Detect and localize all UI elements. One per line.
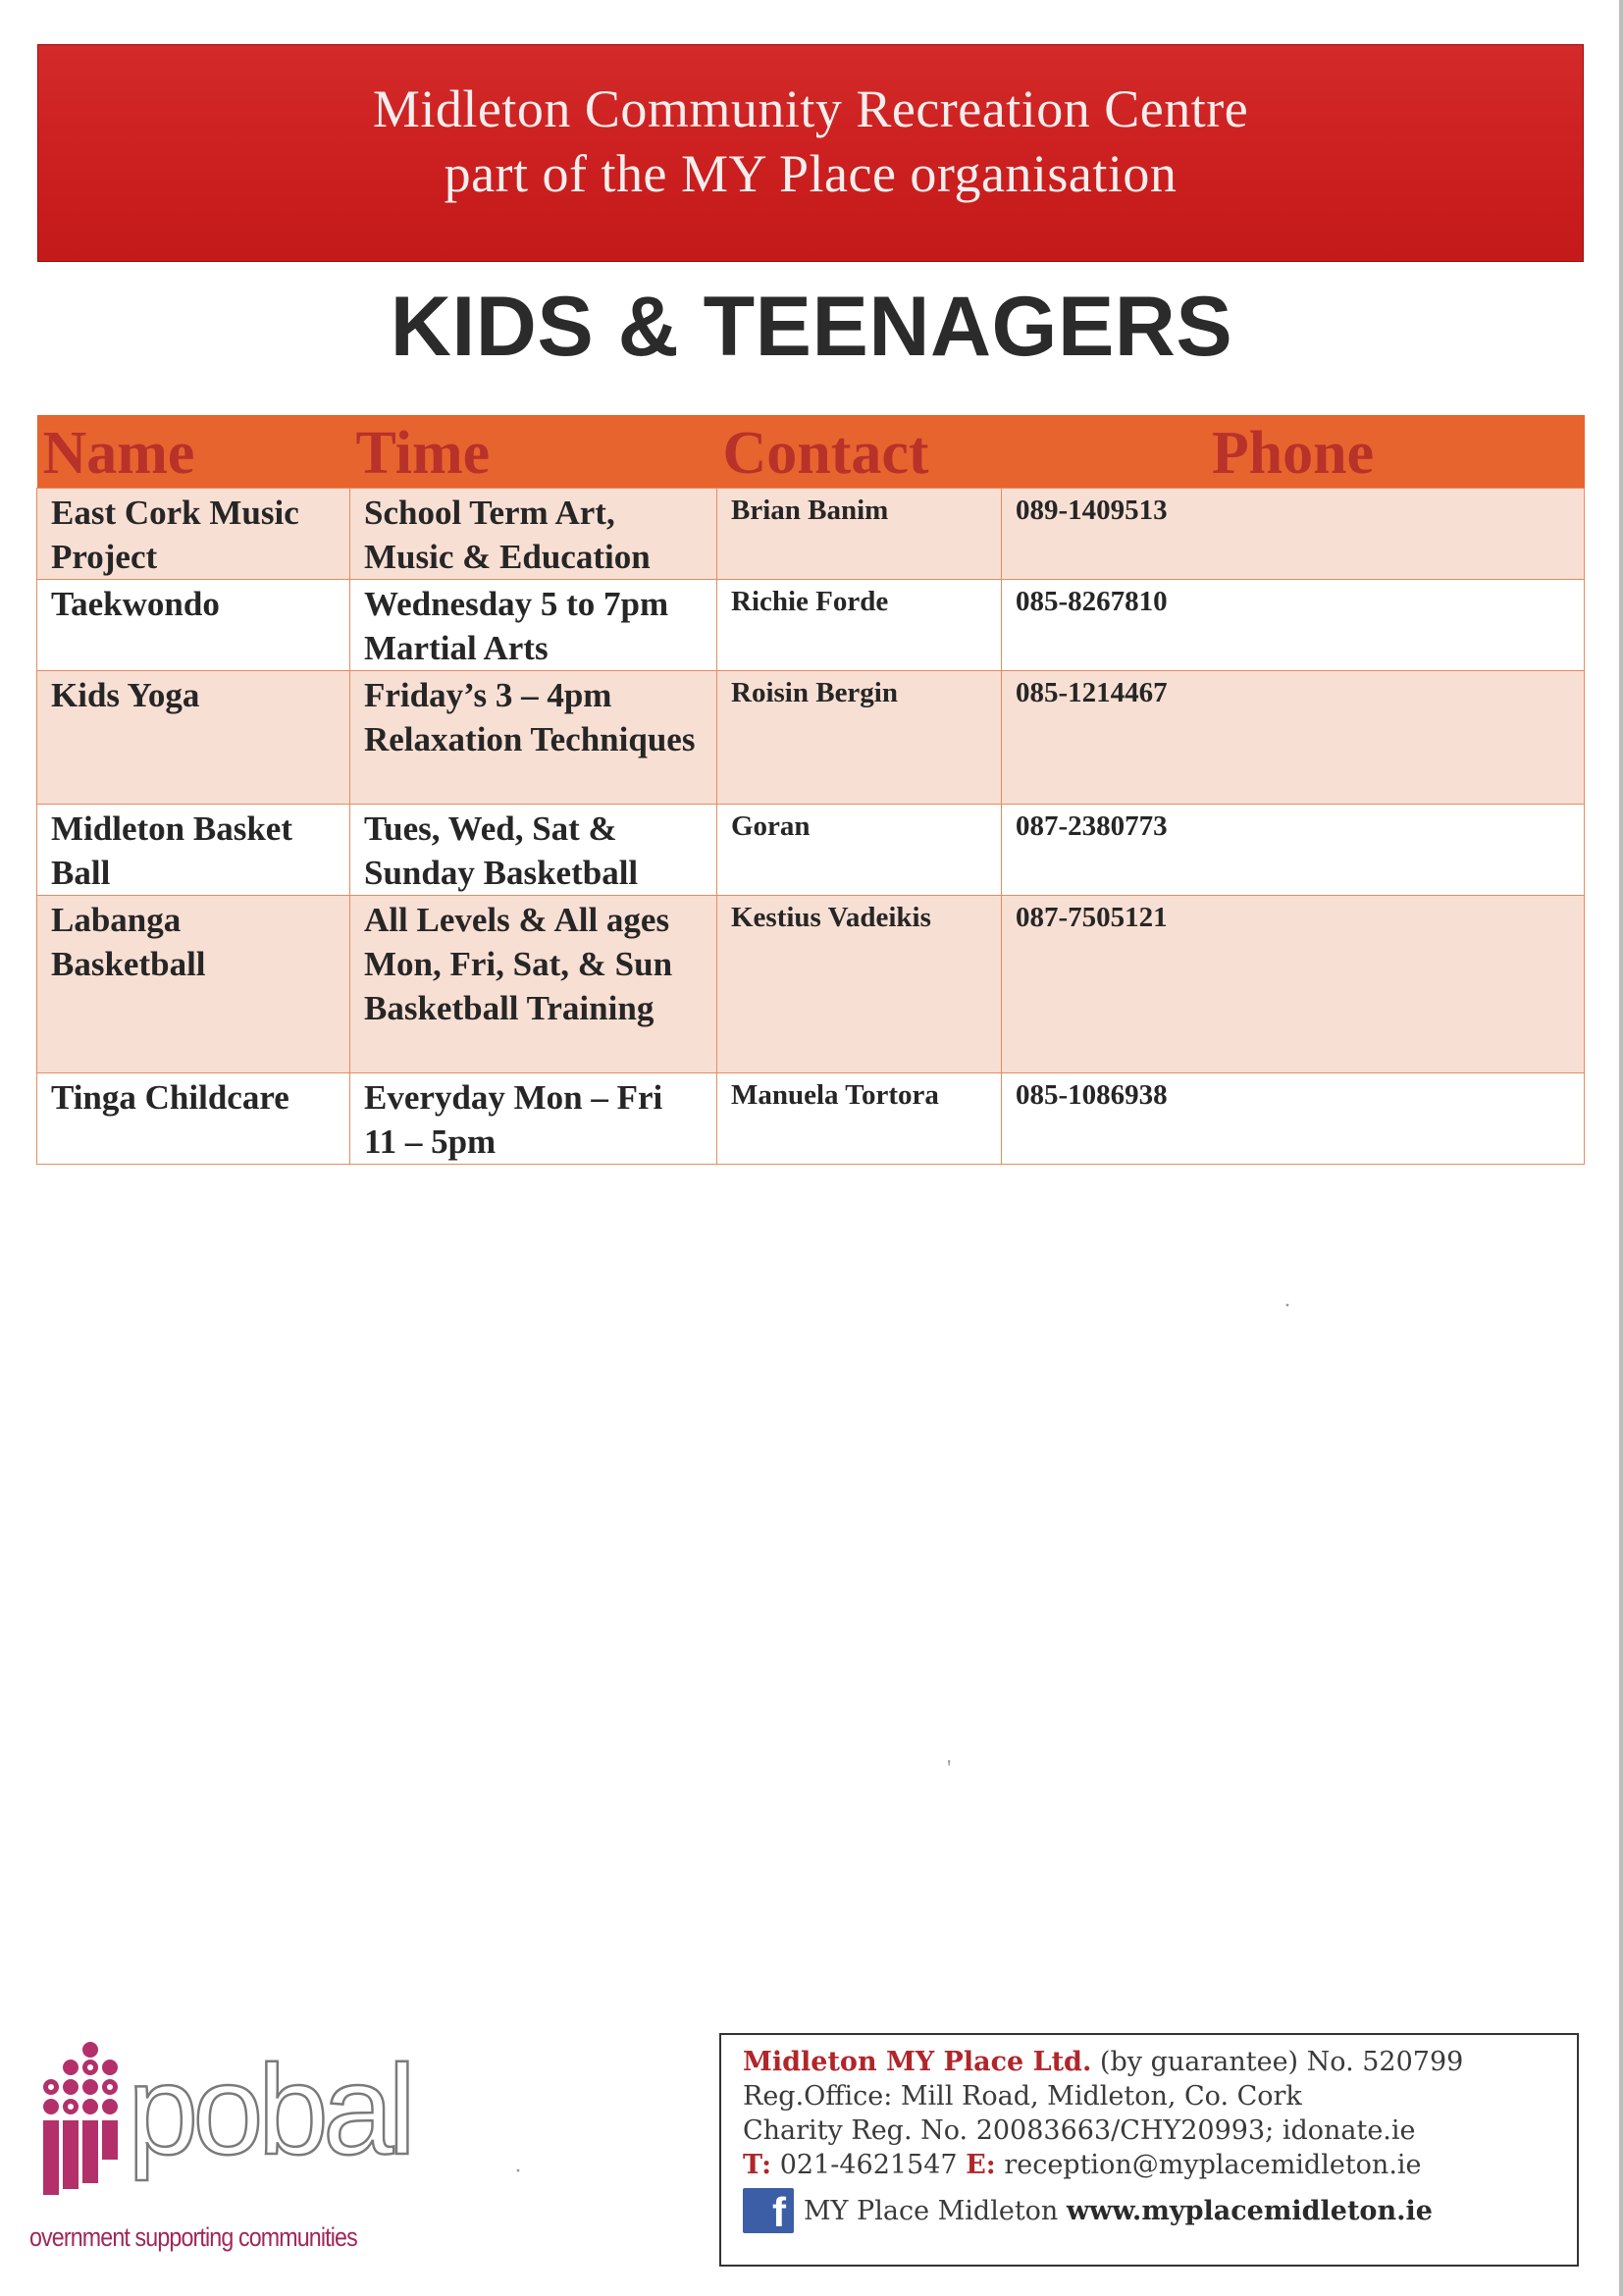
cell-time: All Levels & All ages Mon, Fri, Sat, & Sun Basketball Training (350, 896, 717, 1073)
banner-title: Midleton Community Recreation Centre (372, 79, 1249, 138)
cell-name: Taekwondo (37, 580, 350, 671)
cell-contact: Richie Forde (717, 580, 1002, 671)
cell-phone: 085-1086938 (1002, 1073, 1585, 1165)
table-header-row (37, 415, 1585, 489)
cell-contact: Kestius Vadeikis (717, 896, 1002, 1073)
footer-contact-line (743, 2148, 1559, 2182)
scan-speck: · (514, 2159, 522, 2184)
scan-speck: · (1283, 1293, 1291, 1319)
facebook-name: MY Place Midleton (804, 2195, 1059, 2226)
scan-speck: ' (947, 1756, 952, 1782)
cell-time: School Term Art, Music & Education (350, 489, 717, 580)
header-name: Name (37, 415, 350, 489)
footer-info-box (719, 2033, 1579, 2267)
table-row (37, 489, 1585, 580)
facebook-icon: f (743, 2188, 794, 2233)
cell-name: Kids Yoga (37, 671, 350, 805)
pobal-logo-icon (29, 2036, 137, 2203)
footer-reg-office: Reg.Office: Mill Road, Midleton, Co. Cork (743, 2081, 1302, 2112)
company-guarantee: (by guarantee) No. 520799 (1091, 2047, 1464, 2077)
footer-charity: Charity Reg. No. 20083663/CHY20993; idonate.ie (743, 2115, 1416, 2146)
cell-name: Midleton Basket Ball (37, 805, 350, 896)
email-label: E: (966, 2150, 996, 2180)
cell-phone: 085-1214467 (1002, 671, 1585, 805)
cell-contact: Brian Banim (717, 489, 1002, 580)
email-address: reception@myplacemidleton.ie (995, 2150, 1422, 2180)
header-time: Time (350, 415, 717, 489)
tel-label: T: (743, 2150, 772, 2180)
pobal-tagline: overnment supporting communities (29, 2222, 357, 2252)
cell-time: Wednesday 5 to 7pm Martial Arts (350, 580, 717, 671)
table-row (37, 805, 1585, 896)
header-phone: Phone (1002, 415, 1585, 489)
cell-name: Labanga Basketball (37, 896, 350, 1073)
cell-phone: 087-2380773 (1002, 805, 1585, 896)
cell-phone: 085-8267810 (1002, 580, 1585, 671)
header-banner (37, 44, 1584, 262)
cell-contact: Goran (717, 805, 1002, 896)
website-link[interactable]: www.myplacemidleton.ie (1066, 2195, 1433, 2226)
cell-time: Friday’s 3 – 4pm Relaxation Techniques (350, 671, 717, 805)
cell-contact: Roisin Bergin (717, 671, 1002, 805)
tel-number: 021-4621547 (771, 2150, 967, 2180)
cell-name: Tinga Childcare (37, 1073, 350, 1165)
activities-table (36, 415, 1585, 1165)
table-row (37, 580, 1585, 671)
cell-name: East Cork Music Project (37, 489, 350, 580)
cell-phone: 087-7505121 (1002, 896, 1585, 1073)
footer-company-line (743, 2045, 1559, 2079)
cell-time: Tues, Wed, Sat & Sunday Basketball (350, 805, 717, 896)
table-row (37, 671, 1585, 805)
banner-subtitle: part of the MY Place organisation (444, 144, 1178, 203)
header-contact: Contact (717, 415, 1002, 489)
cell-time: Everyday Mon – Fri 11 – 5pm (350, 1073, 717, 1165)
pobal-wordmark: pobal (128, 2038, 411, 2181)
cell-phone: 089-1409513 (1002, 489, 1585, 580)
company-name: Midleton MY Place Ltd. (743, 2047, 1092, 2077)
table-row (37, 1073, 1585, 1165)
pobal-logo (29, 2036, 411, 2271)
page-title: KIDS & TEENAGERS (390, 280, 1233, 374)
table-row (37, 896, 1585, 1073)
cell-contact: Manuela Tortora (717, 1073, 1002, 1165)
footer-social-line (743, 2188, 1559, 2233)
